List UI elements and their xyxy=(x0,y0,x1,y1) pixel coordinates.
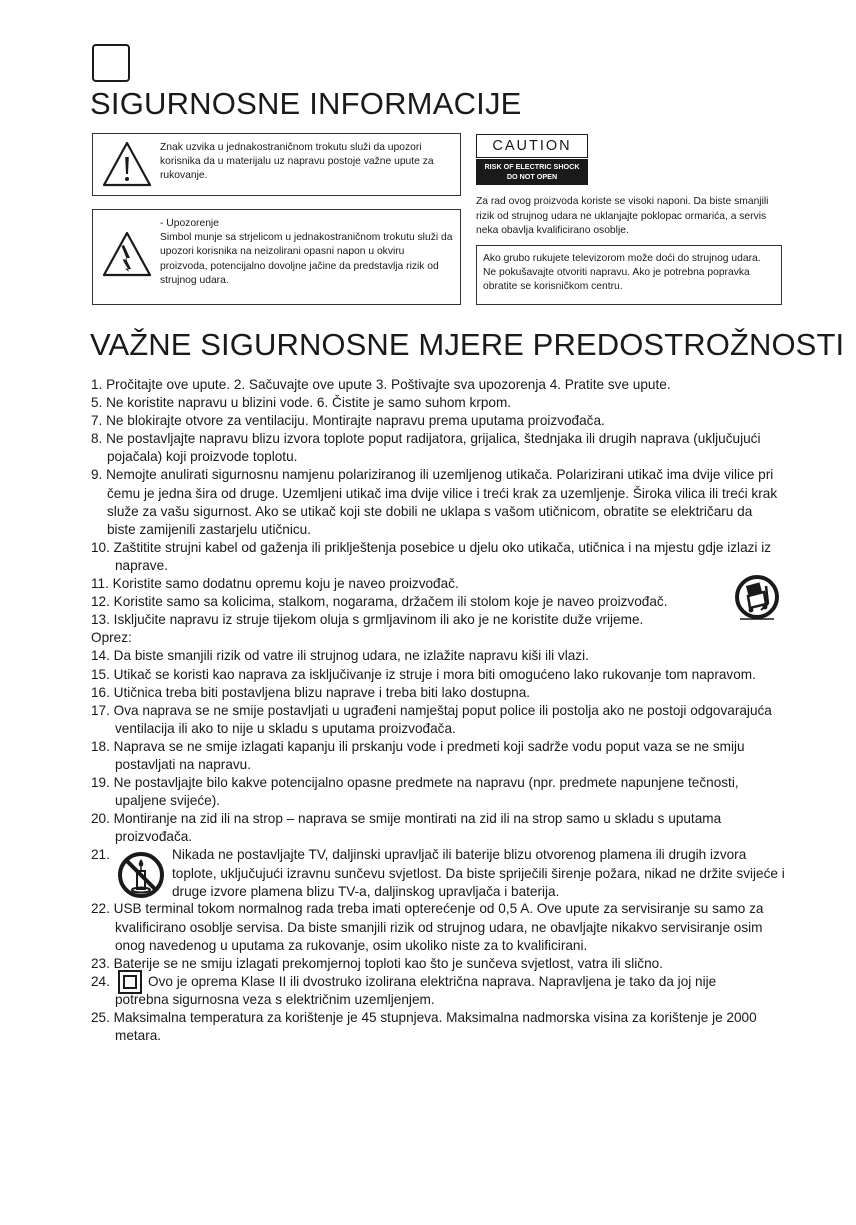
lightning-symbol-box xyxy=(92,209,461,305)
list-item: 9. Nemojte anulirati sigurnosnu namjenu polariziranog ili uzemljenog utikača. Polarizirani utikač ima dvije vilice pri čemu je jedna šira od druge. Uzemljeni utikač ima dvije vilice i treći krak za uzemljenje. Široka vilica ili treći krak služe za vašu sigurnost. Ako se utikač koji ste dobili ne uklapa s vašom utičnicom, obratite se električaru da biste zamijenili zastarjelu utičnicu. xyxy=(91,467,778,537)
section-title: VAŽNE SIGURNOSNE MJERE PREDOSTROŽNOSTI xyxy=(90,327,845,362)
list-item: 25. Maksimalna temperatura za korištenje je 45 stupnjeva. Maksimalna nadmorska visina za korištenje je 2000 metara. xyxy=(91,1009,757,1043)
list-item: 16. Utičnica treba biti postavljena blizu naprave i treba biti lako dostupna. xyxy=(91,684,531,700)
item-number: 24. xyxy=(91,973,110,989)
list-item-text-continued: potrebna sigurnosna veza s električnim uzemljenjem. xyxy=(115,991,435,1007)
rough-handling-text xyxy=(483,252,775,295)
page-marker-square xyxy=(92,44,130,82)
list-item: 1. Pročitajte ove upute. 2. Sačuvajte ove upute 3. Poštivajte sva upozorenja 4. Pratite sve upute. xyxy=(91,377,671,392)
caution-label: CAUTION xyxy=(476,134,588,158)
list-item: 19. Ne postavljajte bilo kakve potencijalno opasne predmete na napravu (npr. predmete napunjene tečnosti, upaljene svijeće). xyxy=(91,775,739,809)
no-candle-icon xyxy=(117,851,165,904)
list-item: 23. Baterije se ne smiju izlagati prekomjernoj toploti kao što je sunčeva svjetlost, vatra ili slično. xyxy=(91,955,663,971)
lightning-symbol-text xyxy=(160,217,454,288)
lightning-heading: - Upozorenje xyxy=(160,218,219,229)
caution-heading: Oprez: xyxy=(91,630,132,646)
list-item: 14. Da biste smanjili rizik od vatre ili strujnog udara, ne izlažite napravu kiši ili vlazi. xyxy=(91,648,589,664)
exclamation-triangle-icon xyxy=(101,140,153,193)
list-item: 10. Zaštitite strujni kabel od gaženja ili priklještenja posebice u djelu oko utikača, utičnica i na mjestu gdje izlazi iz naprave. xyxy=(91,539,772,573)
list-item: 20. Montiranje na zid ili na strop – naprava se smije montirati na zid ili na strop samo u skladu s uputama proizvođača. xyxy=(91,811,722,845)
list-item-text: Nikada ne postavljajte TV, daljinski upravljač ili baterije blizu otvorenog plamena ili drugih izvora toplote, uključujući izravnu sunčevu svjetlost. Da biste spriječili širenje požara, nikad ne držite svijeće i druge izvore plamena blizu TV-a, daljinskog upravljača i baterija. xyxy=(172,847,785,899)
caution-risk-line: RISK OF ELECTRIC SHOCK xyxy=(484,162,580,171)
list-item: 8. Ne postavljajte napravu blizu izvora toplote poput radijatora, grijalica, štednjaka ili drugih naprava (uključujući pojačala) koji proizvode toplotu. xyxy=(91,431,761,465)
safety-instructions-list xyxy=(91,376,785,1045)
list-item-21 xyxy=(91,846,785,900)
list-item: 13. Isključite napravu iz struje tijekom oluja s grmljavinom ili ako je ne koristite duže vrijeme. xyxy=(91,612,644,628)
item-number: 21. xyxy=(91,847,110,863)
list-item: 17. Ova naprava se ne smije postavljati u ugrađeni namještaj poput police ili postolja ako ne postoji odgovarajuća ventilacija ili ako to nije u skladu s uputama proizvođača. xyxy=(91,702,772,736)
warning-description: Znak uzvika u jednakostraničnom trokutu služi da upozori korisnika da u materijalu uz napravu postoje važne upute za rukovanje. xyxy=(160,142,434,182)
list-item: 5. Ne koristite napravu u blizini vode. 6. Čistite je samo suhom krpom. xyxy=(91,395,512,411)
lightning-triangle-icon xyxy=(101,230,153,283)
list-item: 7. Ne blokirajte otvore za ventilaciju. Montirajte napravu prema uputama proizvođača. xyxy=(91,413,605,429)
warning-symbol-box xyxy=(92,133,461,196)
caution-risk-banner xyxy=(476,159,588,185)
lightning-description: Simbol munje sa strjelicom u jednakostraničnom trokutu služi da upozori korisnika na neizolirani opasni napon u okviru proizvoda, potencijalno dovoljne jačine da predstavlja rizik od strujnog udara. xyxy=(160,232,453,286)
rough-handling-box xyxy=(476,245,782,305)
list-item: 12. Koristite samo sa kolicima, stalkom, nogarama, držačem ili stolom koje je naveo proizvođač. xyxy=(91,594,668,610)
list-item-24 xyxy=(91,973,781,1009)
rough-handling-description: Ako grubo rukujete televizorom može doći do strujnog udara. Ne pokušavajte otvoriti napravu. Ako je potrebna popravka obratite se korisničkom centru. xyxy=(483,253,761,293)
warning-symbol-text xyxy=(160,141,454,184)
page-title: SIGURNOSNE INFORMACIJE xyxy=(90,86,522,121)
caution-open-line: DO NOT OPEN xyxy=(506,172,558,181)
list-item-text: Ovo je oprema Klase II ili dvostruko izolirana električna naprava. Napravljena je tako da joj nije xyxy=(148,973,717,989)
list-item: 18. Naprava se ne smije izlagati kapanju ili prskanju vode i predmeti koji sadrže vodu poput vaza se ne smiju postavljati na napravu. xyxy=(91,738,745,772)
list-item: 11. Koristite samo dodatnu opremu koju je naveo proizvođač. xyxy=(91,576,459,592)
list-item: 15. Utikač se koristi kao naprava za isključivanje iz struje i mora biti omogućeno lako rukovanje tom napravom. xyxy=(91,666,756,682)
list-item: 22. USB terminal tokom normalnog rada treba imati opterećenje od 0,5 A. Ove upute za servisiranje su samo za kvalificirano osoblje servisa. Da biste smanjili rizik od strujnog udara, ne obavljajte nikakvo servisiranje osim onog navedenog u uputama za rukovanje, osim ukoliko niste za to kvalificirani. xyxy=(91,901,764,953)
caution-text: Za rad ovog proizvoda koriste se visoki naponi. Da biste smanjili rizik od strujnog udara ne uklanjajte poklopac ormarića, a servis neka obavlja kvalificirano osoblje. xyxy=(476,196,769,237)
